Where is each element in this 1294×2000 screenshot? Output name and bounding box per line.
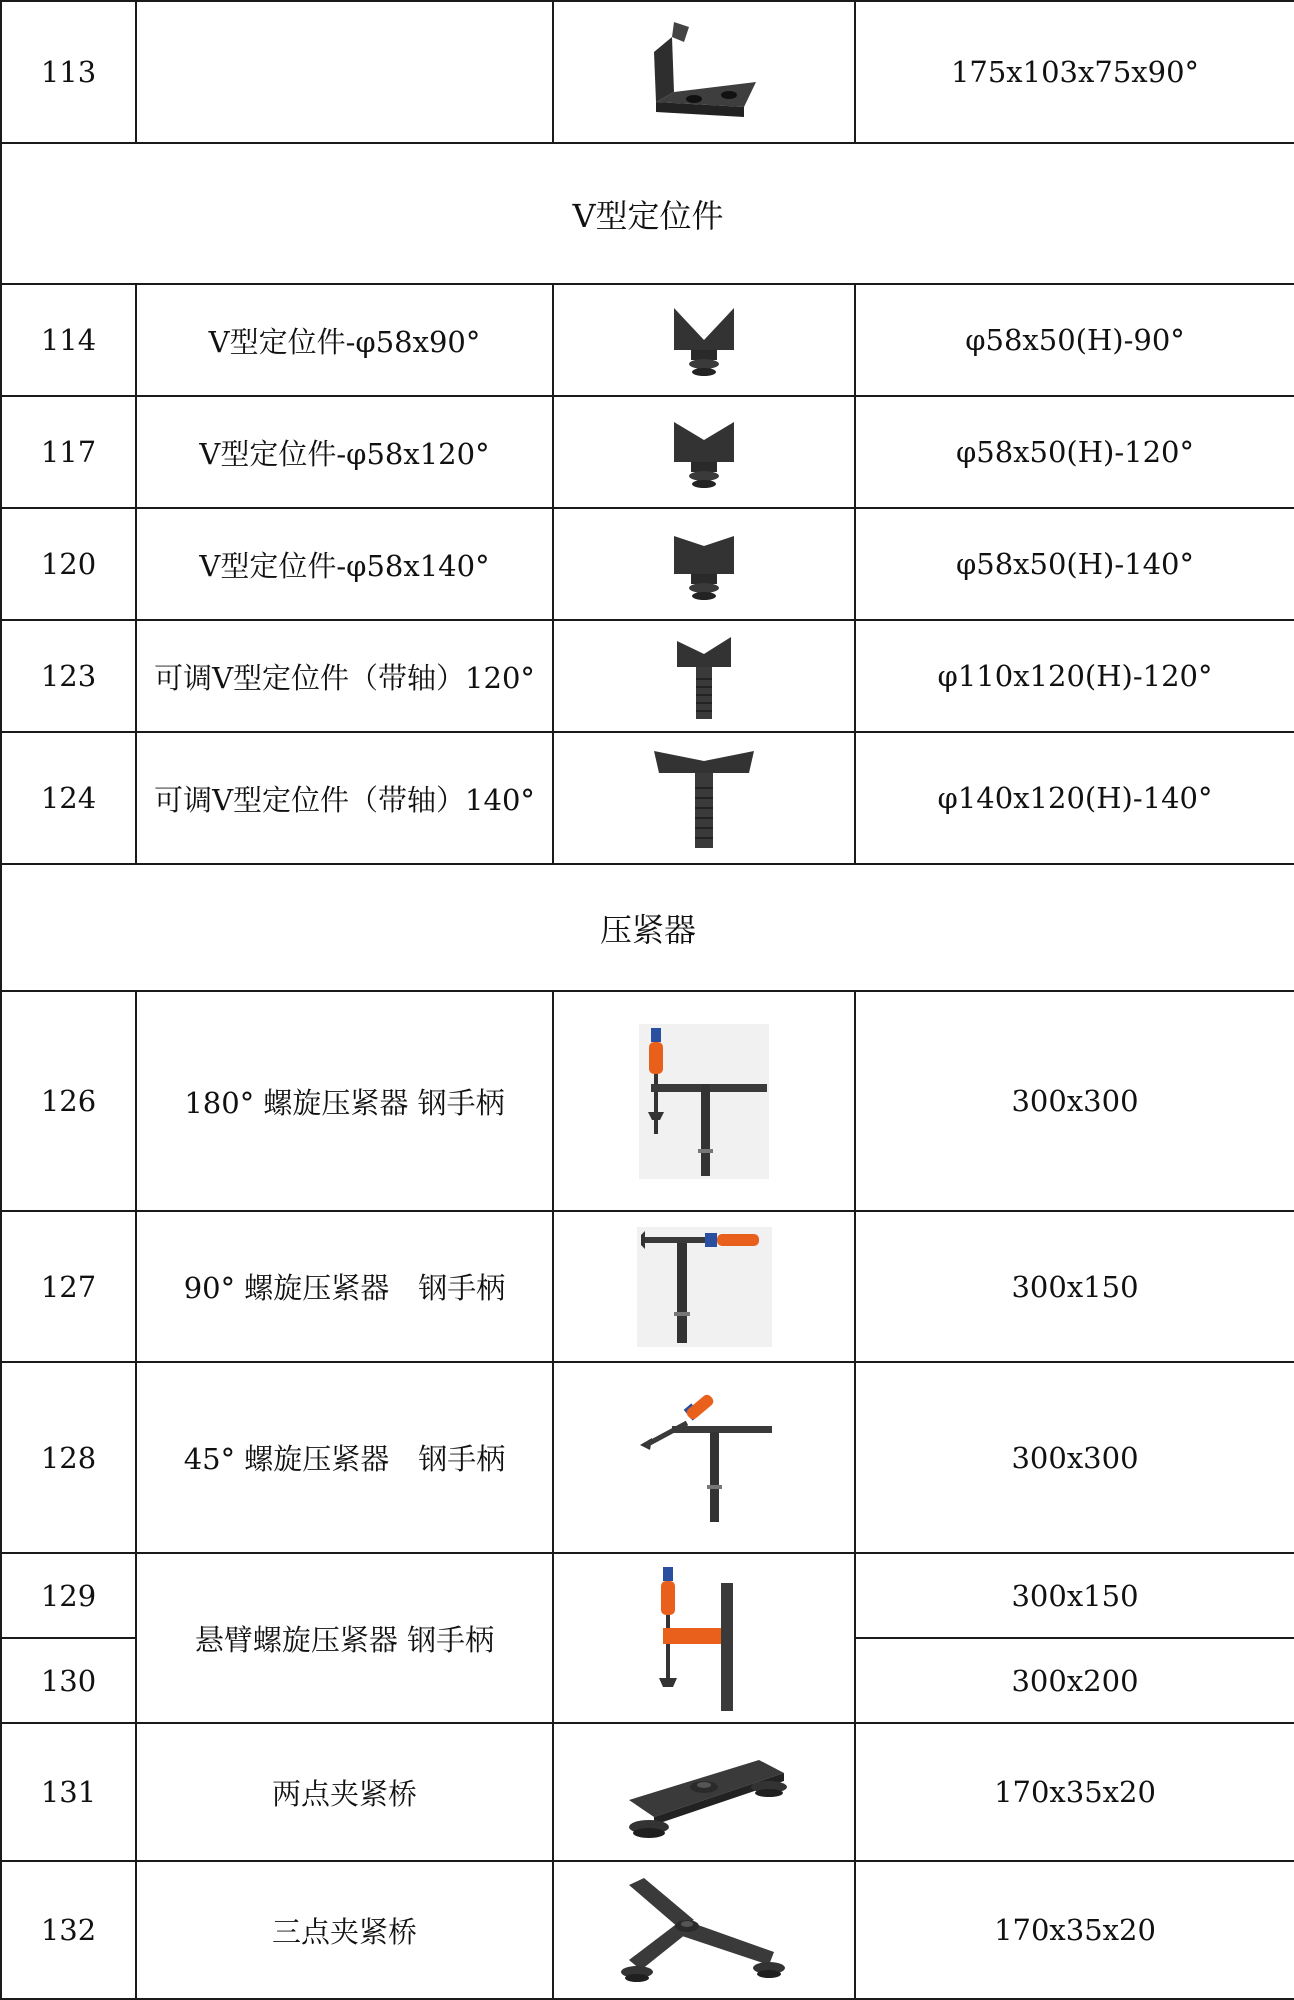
item-image <box>553 284 855 396</box>
item-number: 130 <box>1 1638 136 1723</box>
item-spec: 300x200 <box>855 1638 1294 1723</box>
item-image <box>553 732 855 864</box>
item-name: 90° 螺旋压紧器 钢手柄 <box>136 1211 553 1362</box>
item-spec: 300x300 <box>855 1362 1294 1553</box>
item-name: 45° 螺旋压紧器 钢手柄 <box>136 1362 553 1553</box>
v-block-icon <box>669 524 739 604</box>
item-number: 131 <box>1 1723 136 1861</box>
item-number: 114 <box>1 284 136 396</box>
table-row <box>1 284 1294 396</box>
section-row <box>1 143 1294 284</box>
three-point-bridge-icon <box>609 1870 799 1990</box>
item-spec: φ110x120(H)-120° <box>855 620 1294 732</box>
screw-clamp-45-icon <box>632 1390 777 1525</box>
item-number: 129 <box>1 1553 136 1638</box>
item-spec: 170x35x20 <box>855 1861 1294 1999</box>
section-title: 压紧器 <box>1 864 1294 991</box>
item-image <box>553 396 855 508</box>
item-name: V型定位件-φ58x120° <box>136 396 553 508</box>
two-point-bridge-icon <box>609 1745 799 1840</box>
item-image <box>553 1211 855 1362</box>
angle-bracket-icon <box>644 17 764 127</box>
item-name: 可调V型定位件（带轴）120° <box>136 620 553 732</box>
item-number: 124 <box>1 732 136 864</box>
table-row <box>1 1 1294 143</box>
item-number: 132 <box>1 1861 136 1999</box>
section-title: V型定位件 <box>1 143 1294 284</box>
item-spec: φ58x50(H)-120° <box>855 396 1294 508</box>
item-number: 123 <box>1 620 136 732</box>
table-row <box>1 991 1294 1211</box>
item-spec: 300x150 <box>855 1211 1294 1362</box>
table-row <box>1 1723 1294 1861</box>
item-image <box>553 1 855 143</box>
v-block-icon <box>669 412 739 492</box>
table-row <box>1 732 1294 864</box>
item-name: V型定位件-φ58x90° <box>136 284 553 396</box>
item-number: 128 <box>1 1362 136 1553</box>
item-spec: 170x35x20 <box>855 1723 1294 1861</box>
item-name: 悬臂螺旋压紧器 钢手柄 <box>136 1553 553 1723</box>
table-row <box>1 396 1294 508</box>
item-image <box>553 508 855 620</box>
item-number: 120 <box>1 508 136 620</box>
item-name <box>136 1 553 143</box>
item-name: 180° 螺旋压紧器 钢手柄 <box>136 991 553 1211</box>
item-spec: 300x150 <box>855 1553 1294 1638</box>
item-number: 127 <box>1 1211 136 1362</box>
item-image <box>553 1861 855 1999</box>
item-image <box>553 1553 855 1723</box>
item-spec: 175x103x75x90° <box>855 1 1294 143</box>
item-spec: φ58x50(H)-90° <box>855 284 1294 396</box>
item-number: 113 <box>1 1 136 143</box>
table-row <box>1 620 1294 732</box>
item-spec: φ58x50(H)-140° <box>855 508 1294 620</box>
item-name: 三点夹紧桥 <box>136 1861 553 1999</box>
screw-clamp-90-icon <box>637 1227 772 1347</box>
v-block-with-shaft-icon <box>649 743 759 853</box>
section-row <box>1 864 1294 991</box>
item-name: 两点夹紧桥 <box>136 1723 553 1861</box>
table-row <box>1 508 1294 620</box>
item-name: V型定位件-φ58x140° <box>136 508 553 620</box>
table-row <box>1 1861 1294 1999</box>
cantilever-clamp-icon <box>649 1563 759 1713</box>
item-name: 可调V型定位件（带轴）140° <box>136 732 553 864</box>
v-block-icon <box>669 300 739 380</box>
item-image <box>553 991 855 1211</box>
item-image <box>553 1723 855 1861</box>
item-number: 126 <box>1 991 136 1211</box>
item-spec: φ140x120(H)-140° <box>855 732 1294 864</box>
table-row <box>1 1362 1294 1553</box>
v-block-with-shaft-icon <box>669 629 739 724</box>
item-image <box>553 620 855 732</box>
item-number: 117 <box>1 396 136 508</box>
table-row <box>1 1211 1294 1362</box>
screw-clamp-180-icon <box>639 1024 769 1179</box>
table-row <box>1 1553 1294 1638</box>
item-spec: 300x300 <box>855 991 1294 1211</box>
item-image <box>553 1362 855 1553</box>
